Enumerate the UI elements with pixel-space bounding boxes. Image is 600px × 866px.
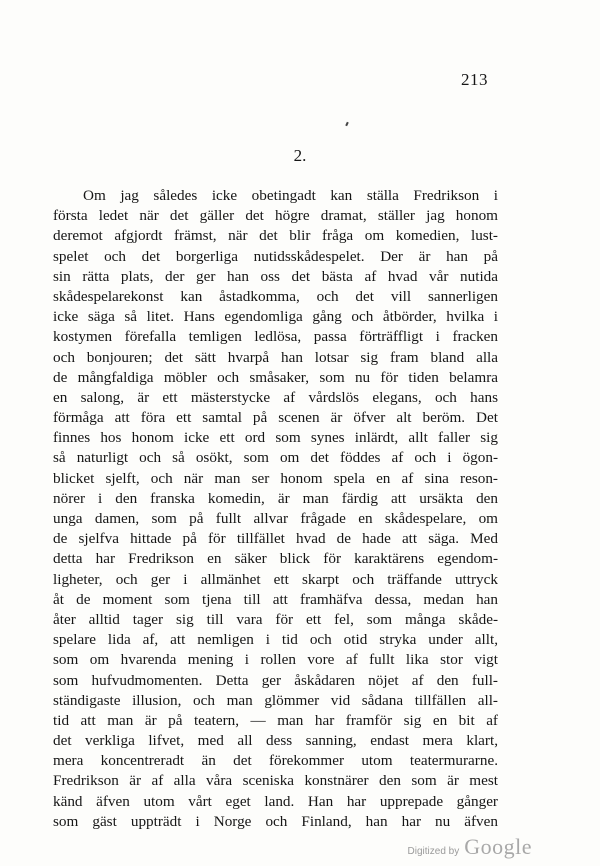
- google-logo: Google: [464, 834, 532, 859]
- digitized-footer: [408, 834, 532, 860]
- text-line: ligheter, och ger i allmänhet ett skarpt och träffande uttryck: [53, 570, 498, 588]
- text-line: de sjelfva hittade på för tillfället hvad de hade att säga. Med: [53, 530, 498, 548]
- text-line: och bonjouren; det sätt hvarpå han lotsar sig fram bland alla: [53, 348, 498, 366]
- text-line: nörer i den franska komedin, är man färdig att ursäkta den: [53, 489, 498, 507]
- text-line: finnes hos honom icke ett ord som synes inlärdt, allt faller sig: [53, 429, 498, 447]
- text-line: åt de moment som tjena till att framhäfva dessa, medan han: [53, 590, 498, 608]
- page-number: 213: [461, 70, 488, 89]
- text-line: en salong, är ett mästerstycke af vårdslös elegans, och hans: [53, 388, 498, 406]
- text-line: de mångfaldiga möbler och småsaker, som nu för tiden belamra: [53, 368, 498, 386]
- text-line: känd äfven utom vårt eget land. Han har upprepade gånger: [53, 792, 498, 810]
- text-line: Fredrikson är af alla våra sceniska konstnärer den som är mest: [53, 772, 498, 790]
- text-line: tid att man är på teatern, — man har framför sig en bit af: [53, 711, 498, 729]
- text-line: åter alltid tager sig till vara för ett fel, som många skåde-: [53, 610, 498, 628]
- text-line: deremot afgjordt främst, när det blir fråga om komedien, lust-: [53, 227, 498, 245]
- text-line: detta har Fredrikson en säker blick för karaktärens egendom-: [53, 550, 498, 568]
- text-line: skådespelarekonst kan åstadkomma, och det vill sannerligen: [53, 287, 498, 305]
- text-line: spelet och det borgerliga nutidsskådespelet. Der är han på: [53, 247, 498, 265]
- section-heading: 2.: [293, 146, 307, 165]
- text-line: som hufvudmomenten. Detta ger åskådaren nöjet af den full-: [53, 671, 498, 689]
- body-text: [53, 186, 498, 832]
- text-line: förmåga att föra ett samtal på scenen är öfver alt beröm. Det: [53, 409, 498, 427]
- text-line: Om jag således icke obetingadt kan ställa Fredrikson i: [83, 187, 498, 204]
- text-line: det verkliga lifvet, med all dess sanning, endast mera klart,: [53, 732, 498, 750]
- text-line: som gäst uppträdt i Norge och Finland, han har nu äfven: [53, 812, 498, 830]
- ink-speck: [345, 122, 349, 126]
- text-line: blicket sjelft, och när man ser honom spela en af sina reson-: [53, 469, 498, 487]
- text-line: som om hvarenda mening i rollen vore af fullt lika stor vigt: [53, 651, 498, 669]
- text-line: kostymen förefalla temligen ledlösa, passa förträffligt i fracken: [53, 328, 498, 346]
- text-line: icke säga så litet. Hans egendomliga gång och åtbörder, hvilka i: [53, 308, 498, 326]
- text-line: sin rätta plats, der ger han oss det bästa af hvad vår nutida: [53, 267, 498, 285]
- text-line: så naturligt och så osökt, som om det föddes af och i ögon-: [53, 449, 498, 467]
- digitized-by-label: Digitized by: [407, 846, 460, 857]
- text-line: unga damen, som på fullt allvar frågade en skådespelare, om: [53, 510, 498, 527]
- text-line: ständigaste illusion, och man glömmer vid sådana tillfällen all-: [53, 691, 498, 709]
- text-line: mera koncentreradt än det förekommer utom teatermurarne.: [53, 752, 498, 770]
- text-line: spelare lida af, att nemligen i tid och otid stryka under allt,: [53, 631, 498, 649]
- text-line: första ledet när det gäller det högre dramat, ställer jag honom: [53, 207, 498, 225]
